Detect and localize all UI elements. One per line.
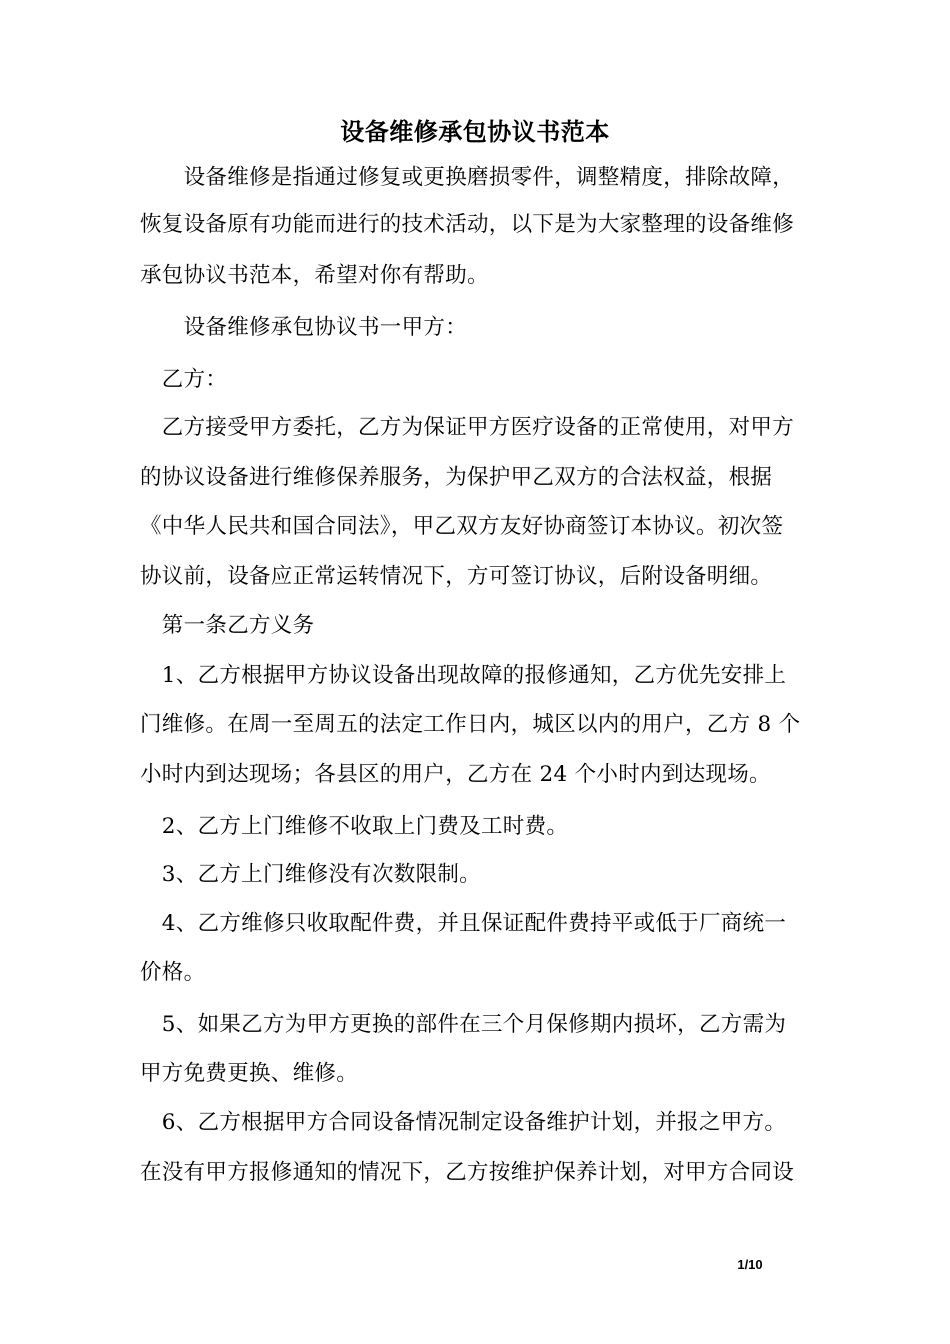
body-line: 4、乙方维修只收取配件费，并且保证配件费持平或低于厂商统一 bbox=[140, 911, 787, 936]
body-line: 在没有甲方报修通知的情况下，乙方按维护保养计划，对甲方合同设 bbox=[140, 1160, 795, 1185]
body-line: 的协议设备进行维修保养服务，为保护甲乙双方的合法权益，根据 bbox=[140, 465, 773, 490]
body-line: 乙方： bbox=[140, 367, 228, 392]
body-line: 协议前，设备应正常运转情况下，方可签订协议，后附设备明细。 bbox=[140, 564, 773, 589]
body-line: 小时内到达现场；各县区的用户，乙方在 24 个小时内到达现场。 bbox=[140, 762, 771, 787]
body-line: 价格。 bbox=[140, 960, 206, 985]
body-line: 承包协议书范本，希望对你有帮助。 bbox=[140, 263, 489, 288]
body-line: 门维修。在周一至周五的法定工作日内，城区以内的用户，乙方 8 个 bbox=[140, 712, 801, 737]
body-line: 6、乙方根据甲方合同设备情况制定设备维护计划，并报之甲方。 bbox=[140, 1110, 787, 1135]
body-line: 设备维修是指通过修复或更换磨损零件，调整精度，排除故障， bbox=[140, 165, 795, 190]
body-line: 恢复设备原有功能而进行的技术活动，以下是为大家整理的设备维修 bbox=[140, 212, 795, 237]
page-number: 1/10 bbox=[737, 1257, 763, 1272]
body-line: 设备维修承包协议书一甲方： bbox=[140, 315, 468, 340]
body-line: 《中华人民共和国合同法》，甲乙双方友好协商签订本协议。初次签 bbox=[140, 514, 784, 539]
body-line: 3、乙方上门维修没有次数限制。 bbox=[140, 862, 481, 887]
body-line: 甲方免费更换、维修。 bbox=[140, 1061, 359, 1086]
document-title: 设备维修承包协议书范本 bbox=[340, 117, 610, 146]
section-heading: 第一条乙方义务 bbox=[140, 613, 315, 638]
body-line: 2、乙方上门维修不收取上门费及工时费。 bbox=[140, 814, 569, 839]
body-line: 1、乙方根据甲方协议设备出现故障的报修通知，乙方优先安排上 bbox=[140, 663, 787, 688]
body-line: 5、如果乙方为甲方更换的部件在三个月保修期内损坏，乙方需为 bbox=[140, 1012, 787, 1037]
body-line: 乙方接受甲方委托，乙方为保证甲方医疗设备的正常使用，对甲方 bbox=[140, 415, 795, 440]
